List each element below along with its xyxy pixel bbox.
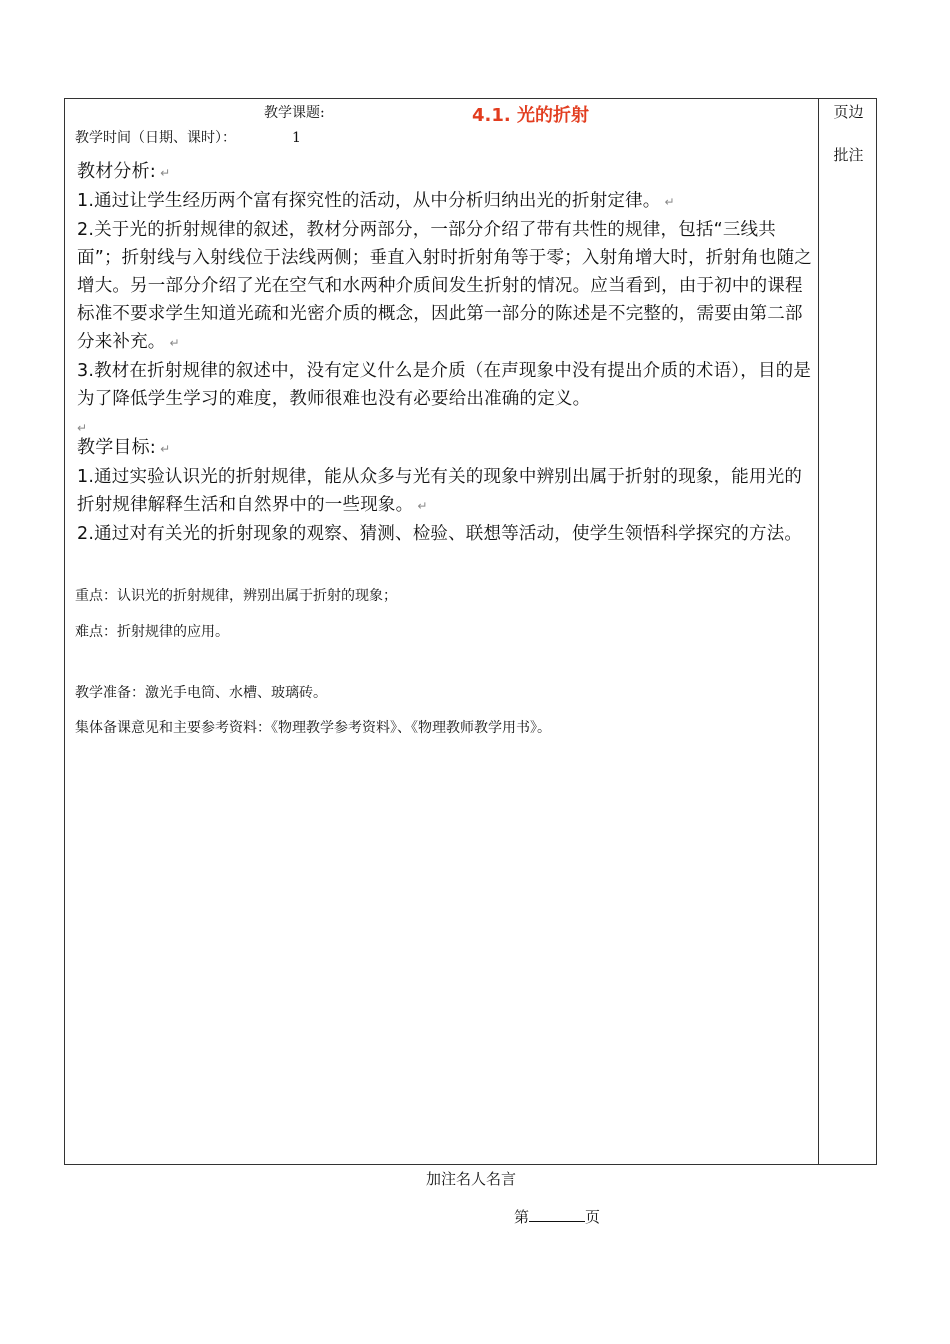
analysis-heading: 教材分析: [77,161,157,182]
analysis-section [77,158,815,442]
margin-divider [818,98,819,1165]
references: 集体备课意见和主要参考资料：《物理教学参考资料》、《物理教师教学用书》。 [75,720,551,736]
page-suffix: 页 [585,1208,601,1226]
page-number [514,1207,600,1226]
preparation: 教学准备：激光手电筒、水槽、玻璃砖。 [75,685,327,701]
famous-quote-label: 加注名人名言 [426,1170,517,1188]
time-label: 教学时间（日期、课时）： [75,130,236,146]
page-number-blank[interactable] [529,1207,585,1222]
margin-label-top: 页边 [833,103,864,121]
return-mark: ↵ [169,336,180,350]
analysis-paragraph-1: 1.通过让学生经历两个富有探究性的活动，从中分析归纳出光的折射定律。 [77,191,661,211]
goals-heading: 教学目标: [77,437,157,458]
margin-label-bottom: 批注 [833,146,864,164]
time-value: 1 [292,130,301,146]
return-mark: ↵ [417,499,428,513]
goals-paragraph-2: 2.通过对有关光的折射现象的观察、猜测、检验、联想等活动，使学生领悟科学探究的方法。 [77,524,803,544]
page-prefix: 第 [514,1208,530,1226]
goals-paragraph-1: 1.通过实验认识光的折射规律，能从众多与光有关的现象中辨别出属于折射的现象，能用光的折射规律解释生活和自然界中的一些现象。 [77,467,803,515]
return-mark: ↵ [160,442,171,456]
return-mark: ↵ [77,421,88,435]
topic-label: 教学课题: [264,105,325,121]
key-point: 重点：认识光的折射规律，辨别出属于折射的现象； [75,588,397,604]
analysis-paragraph-3: 3.教材在折射规律的叙述中，没有定义什么是介质（在声现象中没有提出介质的术语），目的是为了降低学生学习的难度，教师很难也没有必要给出准确的定义。 [77,361,812,409]
goals-section [77,434,815,548]
difficulty: 难点：折射规律的应用。 [75,624,229,640]
return-mark: ↵ [160,166,171,180]
return-mark: ↵ [664,195,675,209]
analysis-paragraph-2: 2.关于光的折射规律的叙述，教材分两部分，一部分介绍了带有共性的规律，包括“三线共面”；折射线与入射线位于法线两侧；垂直入射时折射角等于零；入射角增大时，折射角也随之增大。另一部分介绍了光在空气和水两种介质间发生折射的情况。应当看到，由于初中的课程标准不要求学生知道光疏和光密介质的概念，因此第一部分的陈述是不完整的，需要由第二部分来补充。 [77,220,812,352]
lesson-title: 4.1. 光的折射 [472,105,589,126]
